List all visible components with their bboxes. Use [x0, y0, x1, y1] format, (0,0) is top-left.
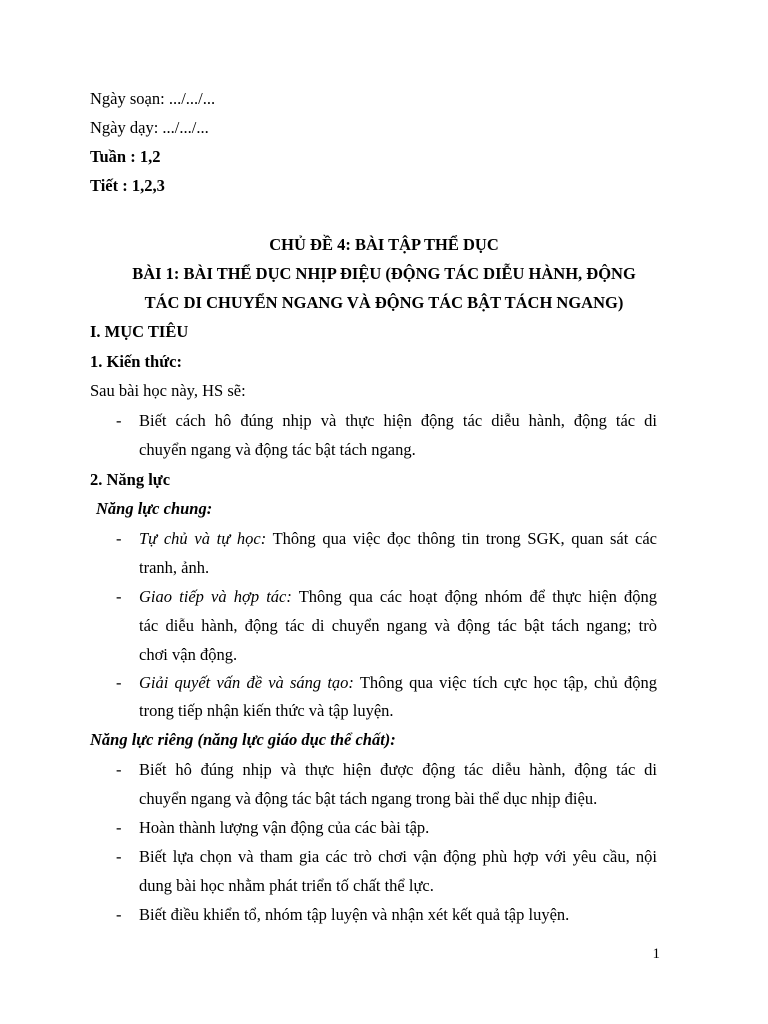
chu-de-title: CHỦ ĐỀ 4: BÀI TẬP THỂ DỤC	[269, 235, 499, 254]
list-item-text	[139, 673, 657, 693]
list-item-text: Biết lựa chọn và tham gia các trò chơi vận động phù hợp với yêu cầu, nội	[139, 847, 657, 866]
bullet-dash: -	[116, 905, 122, 924]
kien-thuc-intro: Sau bài học này, HS sẽ:	[90, 381, 246, 400]
tuan: Tuần : 1,2	[90, 147, 161, 166]
section-heading-muc-tieu: I. MỤC TIÊU	[90, 322, 189, 341]
list-item-continuation: tranh, ảnh.	[139, 558, 210, 577]
list-item	[0, 847, 768, 867]
bullet-dash: -	[116, 760, 122, 779]
list-item-continuation: chuyển ngang và động tác bật tách ngang trong bài thể dục nhịp điệu.	[139, 789, 598, 808]
bai-title-line1: BÀI 1: BÀI THỂ DỤC NHỊP ĐIỆU (ĐỘNG TÁC DIỄU HÀNH, ĐỘNG	[132, 264, 636, 283]
bullet-dash: -	[116, 673, 122, 692]
list-item	[0, 760, 768, 780]
list-item-text	[139, 529, 657, 549]
list-item-text: Hoàn thành lượng vận động của các bài tập.	[139, 818, 430, 837]
tiet: Tiết : 1,2,3	[90, 176, 165, 195]
list-item-label: Giao tiếp và hợp tác:	[139, 587, 292, 606]
list-item-continuation: dung bài học nhằm phát triển tố chất thể lực.	[139, 876, 434, 895]
subheading-nang-luc: 2. Năng lực	[90, 470, 171, 489]
list-item	[0, 818, 768, 838]
nang-luc-chung-heading: Năng lực chung:	[96, 499, 213, 518]
list-item-text: Biết cách hô đúng nhịp và thực hiện động tác diễu hành, động tác di	[139, 411, 657, 430]
list-item	[0, 587, 768, 607]
list-item-body: Thông qua việc tích cực học tập, chủ động	[353, 673, 657, 692]
list-item-label: Tự chủ và tự học:	[139, 529, 267, 548]
bullet-dash: -	[116, 818, 122, 837]
list-item-continuation: chơi vận động.	[139, 645, 238, 664]
list-item-text: Biết hô đúng nhịp và thực hiện được động tác diễu hành, động tác di	[139, 760, 657, 779]
ngay-soan: Ngày soạn: .../.../...	[90, 89, 216, 108]
bullet-dash: -	[116, 529, 122, 548]
list-item-continuation: chuyển ngang và động tác bật tách ngang.	[139, 440, 416, 459]
ngay-day: Ngày dạy: .../.../...	[90, 118, 209, 137]
list-item-text	[139, 587, 657, 607]
subheading-kien-thuc: 1. Kiến thức:	[90, 352, 182, 371]
bullet-dash: -	[116, 847, 122, 866]
bai-title-line2: TÁC DI CHUYỂN NGANG VÀ ĐỘNG TÁC BẬT TÁCH NGANG)	[144, 293, 624, 312]
list-item-body: Thông qua việc đọc thông tin trong SGK, quan sát các	[266, 529, 657, 548]
list-item-continuation-row	[0, 616, 768, 636]
list-item	[0, 411, 768, 431]
list-item-continuation: tác diễu hành, động tác di chuyển ngang và động tác bật tách ngang; trò	[139, 616, 657, 635]
list-item	[0, 529, 768, 549]
bullet-dash: -	[116, 411, 122, 430]
list-item-text: Biết điều khiển tổ, nhóm tập luyện và nhận xét kết quả tập luyện.	[139, 905, 570, 924]
list-item	[0, 673, 768, 693]
list-item-body: Thông qua các hoạt động nhóm để thực hiện động	[291, 587, 657, 606]
list-item	[0, 905, 768, 925]
bullet-dash: -	[116, 587, 122, 606]
page-number: 1	[652, 946, 660, 962]
nang-luc-rieng-heading: Năng lực riêng (năng lực giáo dục thể chất):	[90, 730, 396, 749]
list-item-label: Giải quyết vấn đề và sáng tạo:	[139, 673, 354, 692]
list-item-continuation: trong tiếp nhận kiến thức và tập luyện.	[139, 701, 394, 720]
